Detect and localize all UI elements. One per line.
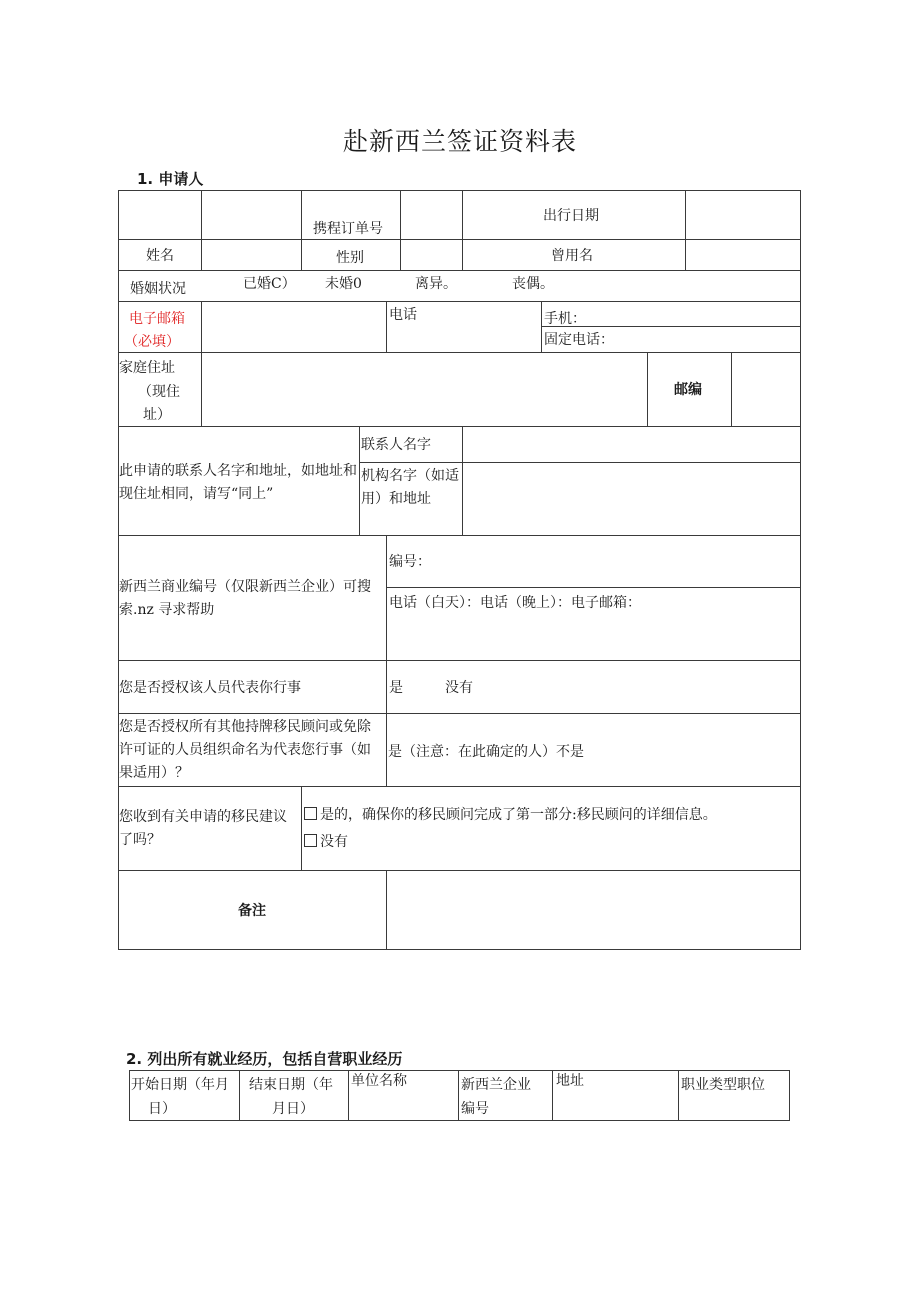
page-title: 赴新西兰签证资料表 bbox=[342, 127, 577, 156]
adviser-answer[interactable]: 是（注意：在此确定的人）不是 bbox=[388, 744, 584, 760]
home-address-label-3: 址） bbox=[143, 407, 171, 423]
col-nzbn: 新西兰企业 bbox=[461, 1077, 531, 1093]
col-address: 地址 bbox=[556, 1073, 584, 1089]
checkbox-icon[interactable] bbox=[304, 807, 317, 820]
authorize-no-option[interactable]: 没有 bbox=[445, 680, 473, 696]
authorize-label: 您是否授权该人员代表你行事 bbox=[119, 680, 301, 696]
org-label: 机构名字（如适用）和地址 bbox=[361, 468, 459, 507]
phone-label: 电话 bbox=[389, 307, 417, 323]
name-label: 姓名 bbox=[146, 248, 174, 264]
col-end-date: 结束日期（年 bbox=[249, 1077, 333, 1093]
marital-unmarried-option[interactable]: 未婚0 bbox=[325, 276, 362, 292]
nzbn-number-label: 编号： bbox=[389, 554, 431, 570]
authorize-yes-option[interactable]: 是 bbox=[389, 680, 403, 696]
nzbn-description: 新西兰商业编号（仅限新西兰企业）可搜索.nz 寻求帮助 bbox=[119, 579, 371, 618]
marital-divorced-option[interactable]: 离异。 bbox=[415, 276, 457, 292]
advice-yes-option[interactable] bbox=[304, 805, 717, 825]
section1-heading: 1. 申请人 bbox=[137, 170, 204, 188]
col-nzbn-2: 编号 bbox=[461, 1101, 489, 1117]
advice-no-text: 没有 bbox=[320, 834, 348, 850]
email-label: 电子邮箱 bbox=[129, 311, 185, 327]
gender-label: 性别 bbox=[336, 250, 364, 266]
marital-widowed-option[interactable]: 丧偶。 bbox=[512, 276, 554, 292]
travel-date-label: 出行日期 bbox=[543, 208, 599, 224]
home-address-label: 家庭住址 bbox=[119, 360, 175, 376]
col-start-date-2: 日） bbox=[148, 1101, 176, 1117]
marital-married-option[interactable]: 已婚C） bbox=[243, 276, 296, 292]
section2-heading: 2. 列出所有就业经历，包括自营职业经历 bbox=[126, 1050, 403, 1068]
landline-label: 固定电话： bbox=[544, 332, 614, 348]
advice-no-option[interactable] bbox=[304, 832, 348, 852]
col-start-date: 开始日期（年月 bbox=[131, 1077, 229, 1093]
home-address-label-2: （现住 bbox=[138, 384, 180, 400]
adviser-question: 您是否授权所有其他持牌移民顾问或免除许可证的人员组织命名为代表您行事（如果适用）？ bbox=[119, 719, 371, 781]
col-end-date-2: 月日） bbox=[272, 1101, 314, 1117]
col-employer: 单位名称 bbox=[351, 1073, 407, 1089]
advice-question: 您收到有关申请的移民建议了吗？ bbox=[119, 809, 287, 848]
postcode-label: 邮编 bbox=[674, 382, 702, 398]
col-position: 职业类型职位 bbox=[681, 1077, 765, 1093]
former-name-label: 曾用名 bbox=[551, 248, 593, 264]
advice-yes-text: 是的，确保你的移民顾问完成了第一部分:移民顾问的详细信息。 bbox=[320, 807, 717, 823]
marital-label: 婚姻状况 bbox=[130, 281, 186, 297]
ctrip-order-label: 携程订单号 bbox=[313, 221, 383, 237]
contact-phones-label: 电话（白天）：电话（晚上）：电子邮箱： bbox=[389, 595, 641, 611]
email-required-note: （必填） bbox=[124, 334, 180, 350]
contact-description: 此申请的联系人名字和地址，如地址和现住址相同，请写“同上” bbox=[119, 463, 357, 502]
checkbox-icon[interactable] bbox=[304, 834, 317, 847]
contact-name-label: 联系人名字 bbox=[361, 437, 431, 453]
mobile-label: 手机： bbox=[544, 311, 586, 327]
remarks-label: 备注 bbox=[238, 903, 266, 919]
